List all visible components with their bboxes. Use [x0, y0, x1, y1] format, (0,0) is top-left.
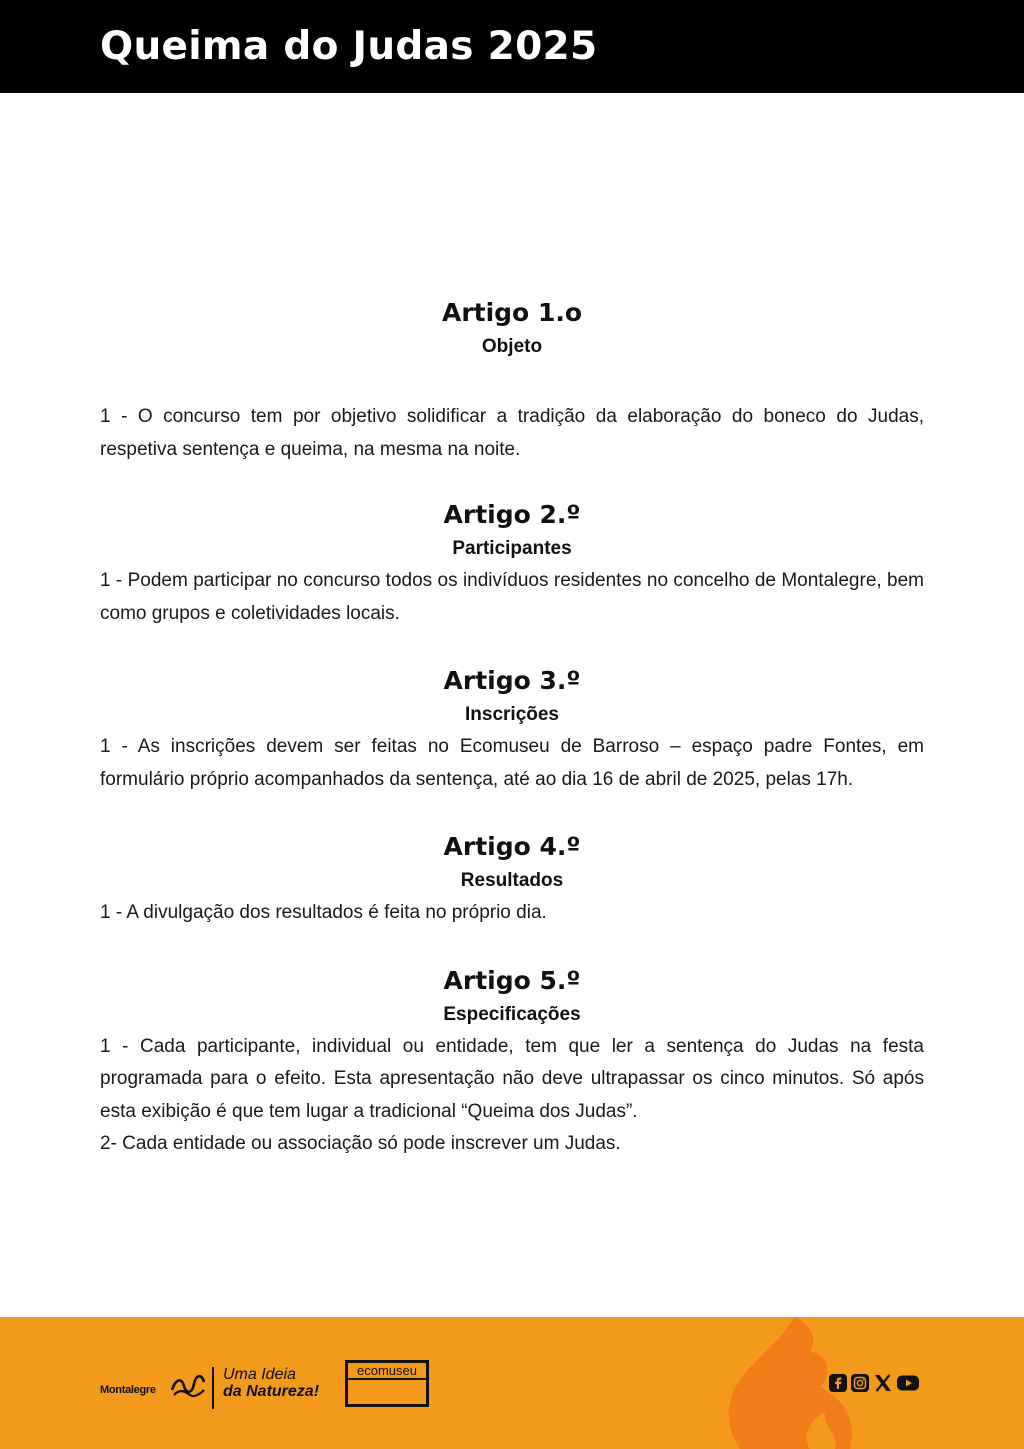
article-paragraph: 1 - Cada participante, individual ou entidade, tem que ler a sentença do Judas na festa programada para o efeito. Esta apresentação não deve ultrapassar os cinco minutos. Só após esta exibição é que tem lugar a tradicional “Queima dos Judas”. — [100, 1035, 924, 1122]
ecomuseu-logo[interactable] — [345, 1360, 429, 1407]
ecomuseu-label: ecomuseu — [348, 1363, 426, 1380]
article-5 — [100, 963, 924, 1161]
facebook-icon[interactable] — [829, 1374, 847, 1397]
article-3 — [100, 663, 924, 796]
x-icon[interactable] — [873, 1374, 893, 1397]
article-title: Artigo 3.º — [443, 666, 581, 695]
article-4 — [100, 829, 924, 930]
article-subtitle: Inscrições — [465, 704, 559, 725]
article-subtitle: Participantes — [452, 538, 572, 559]
article-1 — [100, 295, 924, 466]
article-paragraph: 2- Cada entidade ou associação só pode inscrever um Judas. — [100, 1133, 621, 1154]
article-title: Artigo 2.º — [443, 500, 581, 529]
brand-divider — [212, 1367, 214, 1409]
montalegre-logo-icon — [170, 1368, 206, 1398]
article-subtitle: Resultados — [460, 870, 564, 891]
social-links — [829, 1374, 919, 1397]
article-paragraph: 1 - A divulgação dos resultados é feita no próprio dia. — [100, 902, 547, 923]
article-title: Artigo 4.º — [443, 832, 581, 861]
brand-name: Montalegre — [100, 1384, 156, 1396]
article-2 — [100, 497, 924, 630]
page-footer — [0, 1317, 1024, 1449]
article-subtitle: Objeto — [481, 336, 543, 357]
page-title: Queima do Judas 2025 — [100, 24, 598, 69]
instagram-icon[interactable] — [851, 1374, 869, 1397]
tagline-line-2: da Natureza! — [223, 1383, 320, 1400]
article-title: Artigo 1.o — [441, 298, 583, 327]
article-title: Artigo 5.º — [443, 965, 581, 995]
article-paragraph: 1 - As inscrições devem ser feitas no Ecomuseu de Barroso – espaço padre Fontes, em formulário próprio acompanhados da sentença, até ao dia 16 de abril de 2025, pelas 17h. — [100, 736, 924, 790]
regulation-body — [100, 295, 924, 1161]
brand-tagline — [223, 1366, 319, 1400]
article-paragraph: 1 - O concurso tem por objetivo solidificar a tradição da elaboração do boneco do Judas, respetiva sentença e queima, na mesma na noite. — [100, 406, 924, 460]
tagline-line-1: Uma Ideia — [223, 1366, 296, 1383]
article-paragraph: 1 - Podem participar no concurso todos os indivíduos residentes no concelho de Montalegre, bem como grupos e coletividades locais. — [100, 570, 924, 624]
youtube-icon[interactable] — [897, 1374, 919, 1397]
page-header — [0, 0, 1024, 93]
article-subtitle: Especificações — [443, 1003, 581, 1025]
